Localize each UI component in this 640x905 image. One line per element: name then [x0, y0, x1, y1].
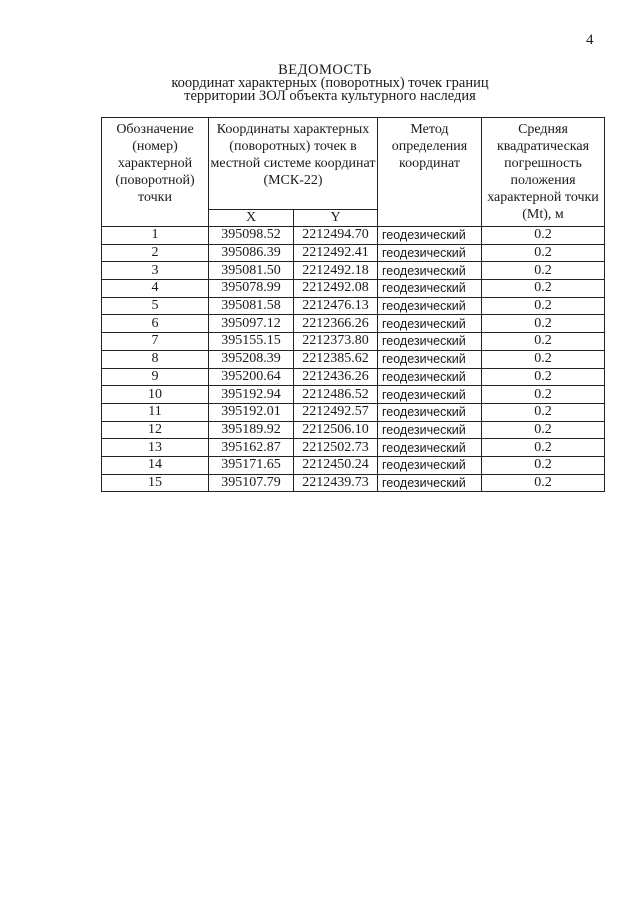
error-cell: 0.2 — [482, 368, 605, 386]
method-cell: геодезический — [378, 403, 482, 421]
table-row — [102, 403, 605, 421]
table-row — [102, 280, 605, 298]
title-line-2: координат характерных (поворотных) точек границ — [171, 75, 489, 91]
y-coordinate-cell: 2212492.08 — [294, 280, 378, 298]
table-row — [102, 262, 605, 280]
y-coordinate-cell: 2212385.62 — [294, 350, 378, 368]
x-coordinate-cell: 395155.15 — [209, 333, 294, 351]
error-cell: 0.2 — [482, 439, 605, 457]
table-row — [102, 244, 605, 262]
point-number-cell: 15 — [102, 474, 209, 492]
table-row — [102, 368, 605, 386]
title-line-1: ВЕДОМОСТЬ — [278, 62, 372, 78]
error-cell: 0.2 — [482, 474, 605, 492]
header-method: Метод определения координат — [378, 118, 482, 227]
y-coordinate-cell: 2212506.10 — [294, 421, 378, 439]
point-number-cell: 1 — [102, 227, 209, 245]
table-row — [102, 350, 605, 368]
x-coordinate-cell: 395081.50 — [209, 262, 294, 280]
method-cell: геодезический — [378, 280, 482, 298]
y-coordinate-cell: 2212476.13 — [294, 297, 378, 315]
error-cell: 0.2 — [482, 456, 605, 474]
point-number-cell: 9 — [102, 368, 209, 386]
header-error: Средняя квадратическая погрешность положения характерной точки (Mt), м — [482, 118, 605, 227]
error-cell: 0.2 — [482, 227, 605, 245]
table-row — [102, 456, 605, 474]
table-row — [102, 315, 605, 333]
point-number-cell: 4 — [102, 280, 209, 298]
point-number-cell: 11 — [102, 403, 209, 421]
title-line-3: территории ЗОЛ объекта культурного наследия — [184, 88, 476, 104]
x-coordinate-cell: 395086.39 — [209, 244, 294, 262]
x-coordinate-cell: 395078.99 — [209, 280, 294, 298]
method-cell: геодезический — [378, 386, 482, 404]
coordinates-table — [101, 117, 605, 492]
error-cell: 0.2 — [482, 315, 605, 333]
method-cell: геодезический — [378, 297, 482, 315]
table-row — [102, 386, 605, 404]
method-cell: геодезический — [378, 244, 482, 262]
method-cell: геодезический — [378, 315, 482, 333]
y-coordinate-cell: 2212492.18 — [294, 262, 378, 280]
x-coordinate-cell: 395107.79 — [209, 474, 294, 492]
method-cell: геодезический — [378, 368, 482, 386]
x-coordinate-cell: 395098.52 — [209, 227, 294, 245]
method-cell: геодезический — [378, 262, 482, 280]
point-number-cell: 10 — [102, 386, 209, 404]
table-row — [102, 439, 605, 457]
error-cell: 0.2 — [482, 421, 605, 439]
x-coordinate-cell: 395200.64 — [209, 368, 294, 386]
y-coordinate-cell: 2212450.24 — [294, 456, 378, 474]
method-cell: геодезический — [378, 333, 482, 351]
point-number-cell: 3 — [102, 262, 209, 280]
error-cell: 0.2 — [482, 350, 605, 368]
point-number-cell: 6 — [102, 315, 209, 333]
y-coordinate-cell: 2212436.26 — [294, 368, 378, 386]
document-title — [0, 64, 640, 103]
y-coordinate-cell: 2212366.26 — [294, 315, 378, 333]
table-row — [102, 421, 605, 439]
point-number-cell: 5 — [102, 297, 209, 315]
method-cell: геодезический — [378, 474, 482, 492]
table-row — [102, 227, 605, 245]
table-row — [102, 474, 605, 492]
y-coordinate-cell: 2212492.41 — [294, 244, 378, 262]
error-cell: 0.2 — [482, 280, 605, 298]
method-cell: геодезический — [378, 227, 482, 245]
y-coordinate-cell: 2212492.57 — [294, 403, 378, 421]
method-cell: геодезический — [378, 421, 482, 439]
error-cell: 0.2 — [482, 386, 605, 404]
x-coordinate-cell: 395192.01 — [209, 403, 294, 421]
table-row — [102, 297, 605, 315]
y-coordinate-cell: 2212486.52 — [294, 386, 378, 404]
x-coordinate-cell: 395192.94 — [209, 386, 294, 404]
x-coordinate-cell: 395081.58 — [209, 297, 294, 315]
error-cell: 0.2 — [482, 244, 605, 262]
point-number-cell: 2 — [102, 244, 209, 262]
y-coordinate-cell: 2212494.70 — [294, 227, 378, 245]
x-coordinate-cell: 395208.39 — [209, 350, 294, 368]
error-cell: 0.2 — [482, 262, 605, 280]
error-cell: 0.2 — [482, 297, 605, 315]
header-x: X — [209, 210, 294, 227]
error-cell: 0.2 — [482, 403, 605, 421]
method-cell: геодезический — [378, 439, 482, 457]
y-coordinate-cell: 2212373.80 — [294, 333, 378, 351]
point-number-cell: 13 — [102, 439, 209, 457]
point-number-cell: 14 — [102, 456, 209, 474]
y-coordinate-cell: 2212439.73 — [294, 474, 378, 492]
x-coordinate-cell: 395162.87 — [209, 439, 294, 457]
x-coordinate-cell: 395171.65 — [209, 456, 294, 474]
point-number-cell: 12 — [102, 421, 209, 439]
point-number-cell: 8 — [102, 350, 209, 368]
x-coordinate-cell: 395097.12 — [209, 315, 294, 333]
method-cell: геодезический — [378, 456, 482, 474]
table-row — [102, 333, 605, 351]
header-coordinates: Координаты характерных (поворотных) точек в местной системе координат (МСК-22) — [209, 118, 378, 210]
y-coordinate-cell: 2212502.73 — [294, 439, 378, 457]
page-number: 4 — [586, 32, 594, 48]
x-coordinate-cell: 395189.92 — [209, 421, 294, 439]
header-point: Обозначение (номер) характерной (поворотной) точки — [102, 118, 209, 227]
method-cell: геодезический — [378, 350, 482, 368]
point-number-cell: 7 — [102, 333, 209, 351]
error-cell: 0.2 — [482, 333, 605, 351]
header-y: Y — [294, 210, 378, 227]
table-body — [102, 227, 605, 492]
